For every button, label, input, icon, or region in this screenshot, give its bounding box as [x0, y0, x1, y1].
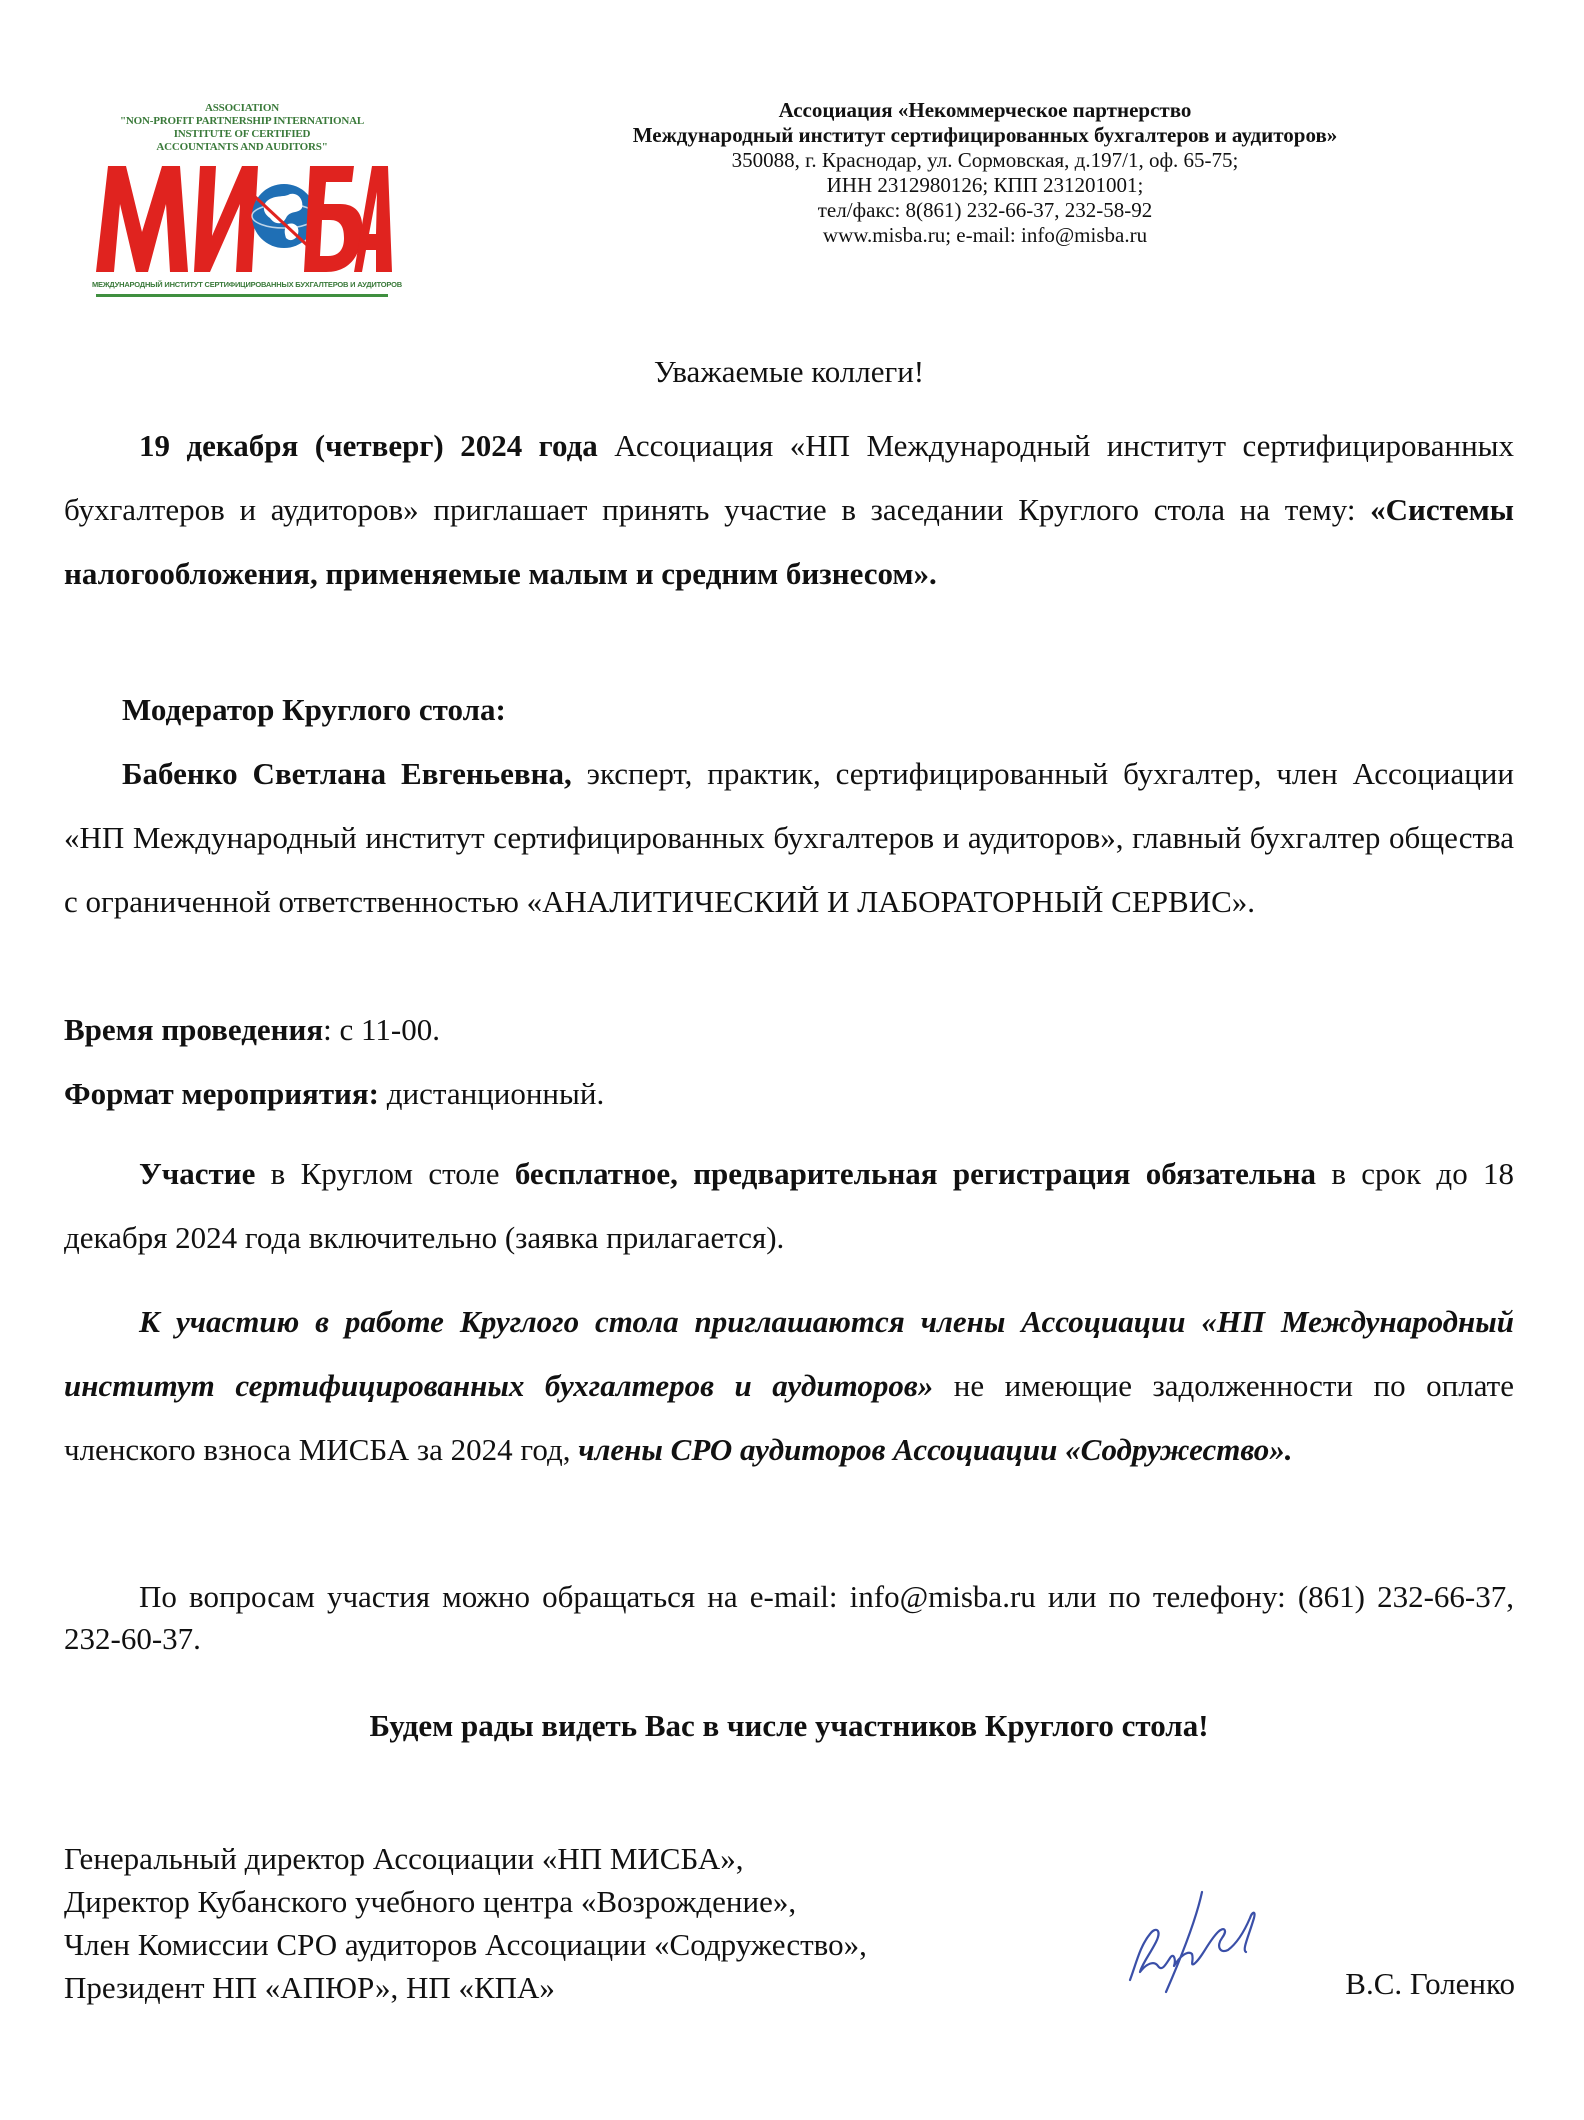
participation-deadline: в срок до 18 декабря 2024 года включительно (заявка прилагается). — [64, 1156, 1514, 1255]
signatory-title-2: Директор Кубанского учебного центра «Возрождение», — [64, 1884, 797, 1919]
letterhead-org-line2: Международный институт сертифицированных бухгалтеров и аудиторов» — [632, 123, 1338, 147]
event-date: 19 декабря (четверг) 2024 года — [139, 428, 598, 463]
letterhead-org-line1: Ассоциация «Некоммерческое партнерство — [778, 98, 1192, 122]
contact-info: По вопросам участия можно обращаться на e-mail: info@misba.ru или по телефону: (861) 232-66-37, 232-60-37. — [64, 1579, 1514, 1656]
logo-russian-caption: МЕЖДУНАРОДНЫЙ ИНСТИТУТ СЕРТИФИЦИРОВАННЫХ БУХГАЛТЕРОВ И АУДИТОРОВ — [92, 280, 402, 289]
invite-conditions: не имеющие задолженности по оплате членского взноса МИСБА за 2024 год, — [64, 1368, 1514, 1467]
signer-name: В.С. Голенко — [1345, 1966, 1515, 2001]
signatory-title-1: Генеральный директор Ассоциации «НП МИСБА», — [64, 1841, 744, 1876]
format-value: дистанционный. — [379, 1076, 605, 1111]
time-label: Время проведения — [64, 1012, 324, 1047]
moderator-name: Бабенко Светлана Евгеньевна, — [122, 756, 572, 791]
signatory-title-4: Президент НП «АПЮР», НП «КПА» — [64, 1970, 555, 2005]
letterhead-address: 350088, г. Краснодар, ул. Сормовская, д.197/1, оф. 65-75; — [731, 148, 1239, 172]
letterhead-web: www.misba.ru; e-mail: info@misba.ru — [822, 223, 1148, 247]
signatory-titles — [64, 1837, 1164, 2009]
invited-sro-members: члены СРО аудиторов Ассоциации «Содружество». — [578, 1432, 1293, 1467]
letterhead — [520, 98, 1450, 248]
event-topic: «Системы налогообложения, применяемые малым и средним бизнесом». — [64, 492, 1514, 591]
format-label: Формат мероприятия: — [64, 1076, 380, 1111]
letterhead-phone: тел/факс: 8(861) 232-66-37, 232-58-92 — [817, 198, 1153, 222]
misba-logo — [92, 102, 402, 300]
moderator-description: эксперт, практик, сертифицированный бухгалтер, член Ассоциации «НП Международный институт сертифицированных бухгалтеров и аудиторов», главный бухгалтер общества с ограниченной ответственностью «АНАЛИТИЧЕСКИЙ И ЛАБОРАТОРНЫЙ СЕРВИС». — [64, 756, 1514, 919]
logo-english-caption: ASSOCIATION "NON-PROFIT PARTNERSHIP INTERNATIONAL INSTITUTE OF CERTIFIED ACCOUNTANTS AND AUDITORS" — [119, 102, 365, 153]
invited-members: К участию в работе Круглого стола приглашаются члены Ассоциации «НП Международный институт сертифицированных бухгалтеров и аудиторов» — [64, 1304, 1514, 1403]
moderator-section — [64, 678, 1514, 934]
letterhead-inn: ИНН 2312980126; КПП 231201001; — [826, 173, 1144, 197]
moderator-heading: Модератор Круглого стола: — [122, 692, 506, 727]
logo-underline — [96, 294, 388, 297]
intro-text: Ассоциация «НП Международный институт сертифицированных бухгалтеров и аудиторов» приглашает принять участие в заседании Круглого стола на тему: — [64, 428, 1514, 527]
contact-paragraph — [64, 1576, 1514, 1660]
closing-line: Будем рады видеть Вас в числе участников Круглого стола! — [369, 1708, 1209, 1743]
participation-terms: бесплатное, предварительная регистрация обязательна — [514, 1156, 1317, 1191]
time-value: : с 11-00. — [323, 1012, 440, 1047]
intro-paragraph — [64, 414, 1514, 606]
signatory-title-3: Член Комиссии СРО аудиторов Ассоциации «Содружество», — [64, 1927, 867, 1962]
invitation-paragraph — [64, 1290, 1514, 1482]
greeting: Уважаемые коллеги! — [653, 354, 925, 389]
participation-paragraph: Участие в Круглом столе бесплатное, предварительная регистрация обязательна в срок до 18 декабря 2024 года включительно (заявка прилагается). — [64, 1156, 1514, 1255]
event-details — [64, 998, 1514, 1126]
participation-lead: Участие — [139, 1156, 256, 1191]
logo-wordmark — [92, 154, 392, 276]
